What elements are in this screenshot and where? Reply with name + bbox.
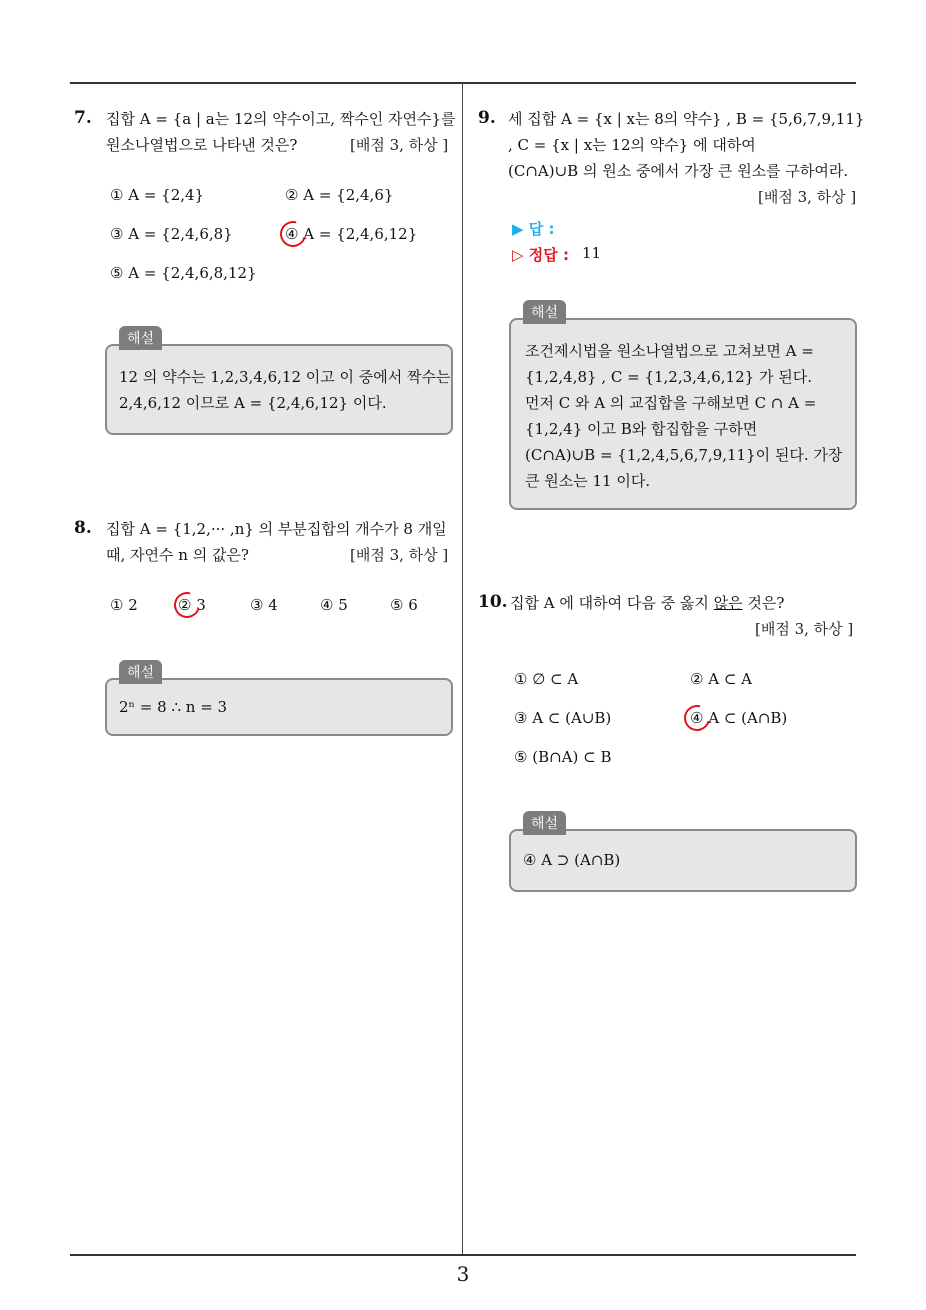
q9-number: 9. [478, 108, 496, 128]
q9-text-line1: 세 집합 A = {x | x는 8의 약수} , B = {5,6,7,9,11} [508, 110, 865, 128]
q8-solution-box [105, 665, 453, 736]
q10-solution-box [509, 816, 857, 892]
q7-choice-1[interactable]: ① A = {2,4} [110, 186, 205, 204]
q10-solution-line1: ④ A ⊃ (A∩B) [523, 851, 621, 869]
q9-solution-tab: 해설 [523, 300, 566, 324]
q9-text-line2: , C = {x | x는 12의 약수} 에 대하여 [508, 136, 756, 154]
q10-solution-tab: 해설 [523, 811, 566, 835]
q10-choice-1[interactable]: ① ∅ ⊂ A [514, 670, 579, 688]
q7-number: 7. [74, 108, 92, 128]
bottom-rule [70, 1254, 856, 1256]
q8-text-line1: 집합 A = {1,2,··· ,n} 의 부분집합의 개수가 8 개일 [106, 520, 447, 538]
q8-score: [배점 3, 하상 ] [350, 546, 449, 564]
q7-text-line2: 원소나열법으로 나타낸 것은? [106, 136, 298, 154]
q7-choice-2[interactable]: ② A = {2,4,6} [285, 186, 394, 204]
q8-text-line2: 때, 자연수 n 의 값은? [106, 546, 249, 564]
q8-choice-2[interactable]: ② 3 [178, 596, 206, 614]
q7-solution-line1: 12 의 약수는 1,2,3,4,6,12 이고 이 중에서 짝수는 [119, 368, 451, 386]
q10-underlined-word: 않은 [713, 594, 743, 612]
q7-solution-tab: 해설 [119, 326, 162, 350]
q9-solution-line6: 큰 원소는 11 이다. [525, 472, 651, 490]
q7-choice-5[interactable]: ⑤ A = {2,4,6,8,12} [110, 264, 257, 282]
q7-solution-line2: 2,4,6,12 이므로 A = {2,4,6,12} 이다. [119, 394, 387, 412]
q9-solution-line3: 먼저 C 와 A 의 교집합을 구해보면 C ∩ A = [525, 394, 817, 412]
q9-solution-box [509, 305, 857, 510]
q9-solution-line4: {1,2,4} 이고 B와 합집합을 구하면 [525, 420, 758, 438]
q9-solution-line5: (C∩A)∪B = {1,2,4,5,6,7,9,11}이 된다. 가장 [525, 446, 843, 464]
q8-solution-tab: 해설 [119, 660, 162, 684]
q7-text-line1: 집합 A = {a | a는 12의 약수이고, 짝수인 자연수}를 [106, 110, 456, 128]
q7-choice-4[interactable]: ④ A = {2,4,6,12} [285, 225, 418, 243]
q10-choice-2[interactable]: ② A ⊂ A [690, 670, 752, 688]
q7-solution-box [105, 331, 453, 435]
q10-choice-4[interactable]: ④ A ⊂ (A∩B) [690, 709, 788, 727]
q8-number: 8. [74, 518, 92, 538]
q10-score: [배점 3, 하상 ] [755, 620, 854, 638]
q9-score: [배점 3, 하상 ] [758, 188, 857, 206]
q9-correct-label: ▷ 정답 : [512, 246, 569, 264]
q10-answer-mark-icon [679, 700, 715, 736]
q10-choice-3[interactable]: ③ A ⊂ (A∪B) [514, 709, 612, 727]
q8-solution-line1: 2ⁿ = 8 ∴ n = 3 [119, 698, 228, 716]
q7-score: [배점 3, 하상 ] [350, 136, 449, 154]
q10-choice-5[interactable]: ⑤ (B∩A) ⊂ B [514, 748, 612, 766]
q9-solution-line2: {1,2,4,8} , C = {1,2,3,4,6,12} 가 된다. [525, 368, 812, 386]
q10-number: 10. [478, 592, 508, 612]
q8-choice-5[interactable]: ⑤ 6 [390, 596, 418, 614]
q9-correct-value: 11 [582, 244, 602, 262]
q7-answer-mark-icon [275, 216, 311, 252]
q9-solution-line1: 조건제시법을 원소나열법으로 고쳐보면 A = [525, 342, 814, 360]
q7-choice-3[interactable]: ③ A = {2,4,6,8} [110, 225, 233, 243]
q8-choice-4[interactable]: ④ 5 [320, 596, 348, 614]
q9-answer-label: ▶ 답 : [512, 220, 555, 238]
q8-choice-1[interactable]: ① 2 [110, 596, 138, 614]
column-divider [462, 82, 463, 1256]
q10-text-line1: 집합 A 에 대하여 다음 중 옳지 않은 것은? [510, 594, 785, 612]
page-number: 3 [456, 1262, 470, 1286]
q9-text-line3: (C∩A)∪B 의 원소 중에서 가장 큰 원소를 구하여라. [508, 162, 849, 180]
top-rule [70, 82, 856, 84]
q8-choice-3[interactable]: ③ 4 [250, 596, 278, 614]
q8-answer-mark-icon [169, 587, 205, 623]
